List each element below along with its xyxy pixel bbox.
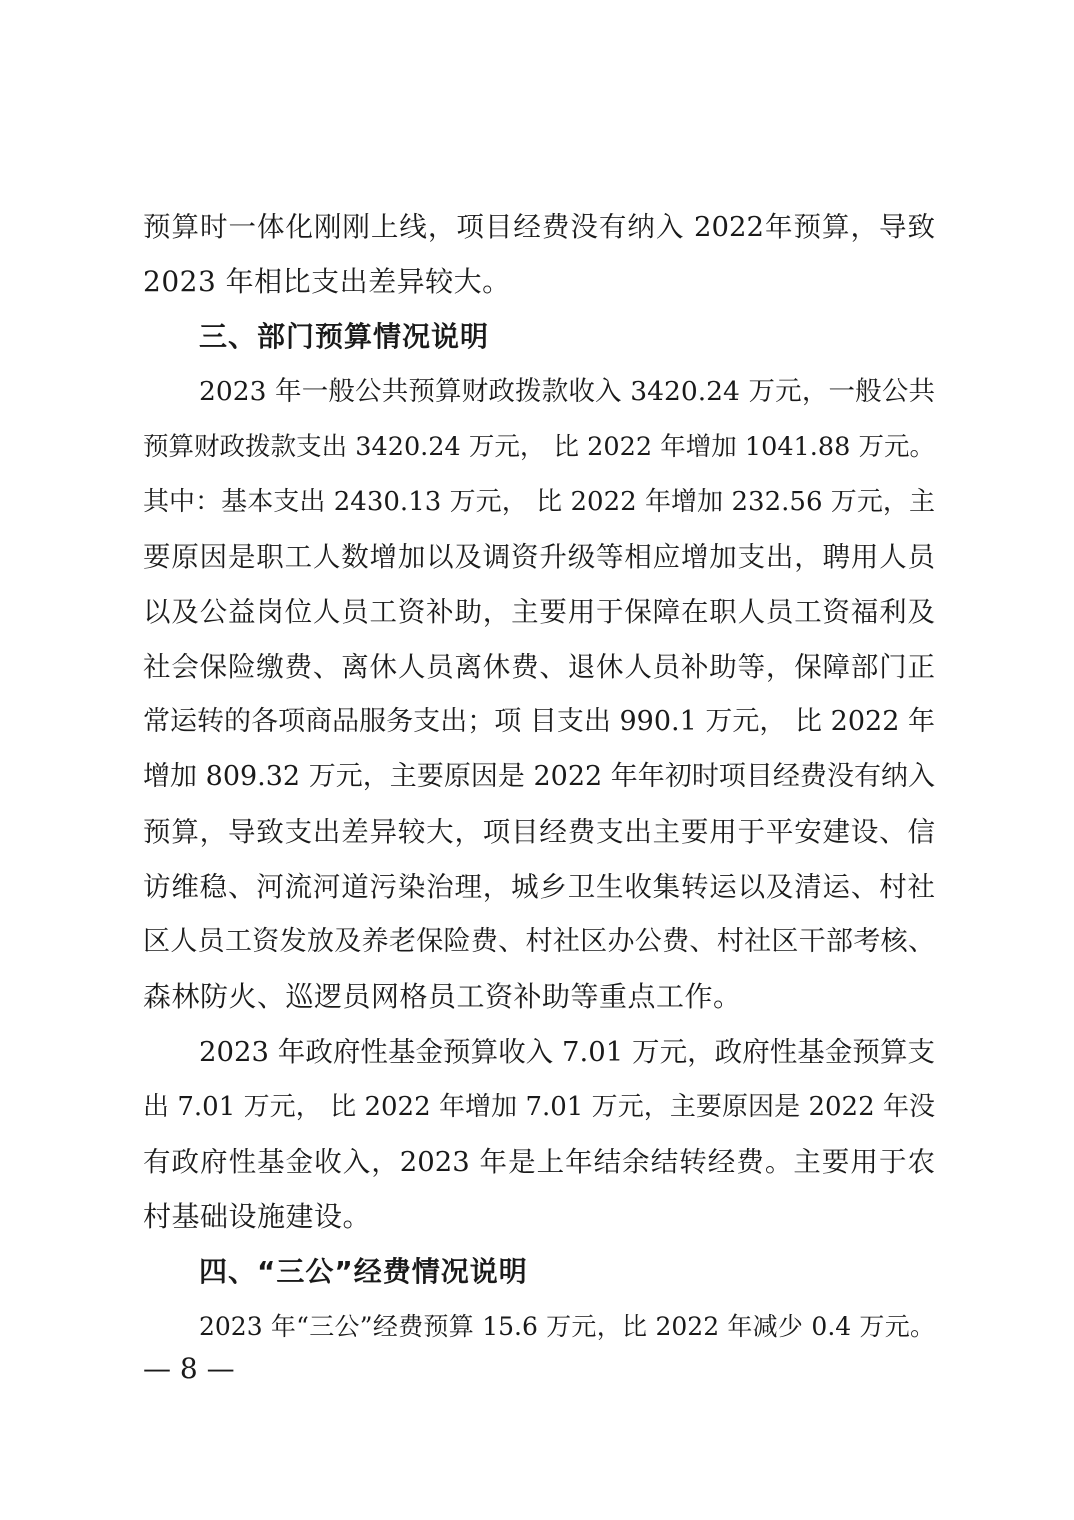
section-3-para-1-line: 2023 年一般公共预算财政拨款收入 3420.24 万元，一般公共: [199, 376, 935, 407]
section-3-para-1-line: 要原因是职工人数增加以及调资升级等相应增加支出，聘用人员: [143, 541, 935, 573]
page-number: — 8 —: [143, 1352, 235, 1385]
section-3-para-1-line: 增加 809.32 万元，主要原因是 2022 年年初时项目经费没有纳入: [143, 761, 935, 792]
section-3-para-1-line: 预算财政拨款支出 3420.24 万元， 比 2022 年增加 1041.88 万元。: [143, 432, 935, 462]
section-4-para-1-line: 2023 年“三公”经费预算 15.6 万元，比 2022 年减少 0.4 万元。: [199, 1312, 935, 1341]
section-3-heading: 三、部门预算情况说明: [199, 320, 490, 353]
section-3-para-1-line: 访维稳、河流河道污染治理，城乡卫生收集转运以及清运、村社: [143, 871, 935, 903]
continuation-line-1: 预算时一体化刚刚上线，项目经费没有纳入 2022年预算，导致: [143, 211, 935, 243]
section-3-para-1-line: 其中：基本支出 2430.13 万元， 比 2022 年增加 232.56 万元，主: [143, 487, 935, 517]
section-3-para-1-line: 预算，导致支出差异较大，项目经费支出主要用于平安建设、信: [143, 816, 935, 848]
section-3-para-1-line: 森林防火、巡逻员网格员工资补助等重点工作。: [143, 980, 742, 1013]
section-4-heading: 四、“三公”经费情况说明: [199, 1255, 528, 1288]
section-3-para-2-line: 2023 年政府性基金预算收入 7.01 万元，政府性基金预算支: [199, 1036, 935, 1068]
section-3-para-1-line: 常运转的各项商品服务支出；项 目支出 990.1 万元， 比 2022 年: [143, 706, 935, 737]
section-3-para-2-line: 出 7.01 万元， 比 2022 年增加 7.01 万元，主要原因是 2022 年没: [143, 1092, 935, 1122]
section-3-para-1-line: 以及公益岗位人员工资补助，主要用于保障在职人员工资福利及: [143, 596, 935, 628]
section-3-para-1-line: 区人员工资发放及养老保险费、村社区办公费、村社区干部考核、: [143, 926, 935, 957]
section-3-para-2-line: 村基础设施建设。: [143, 1200, 372, 1233]
continuation-line-2: 2023 年相比支出差异较大。: [143, 265, 511, 298]
section-3-para-2-line: 有政府性基金收入，2023 年是上年结余结转经费。主要用于农: [143, 1146, 935, 1178]
section-3-para-1-line: 社会保险缴费、离休人员离休费、退休人员补助等，保障部门正: [143, 651, 935, 683]
